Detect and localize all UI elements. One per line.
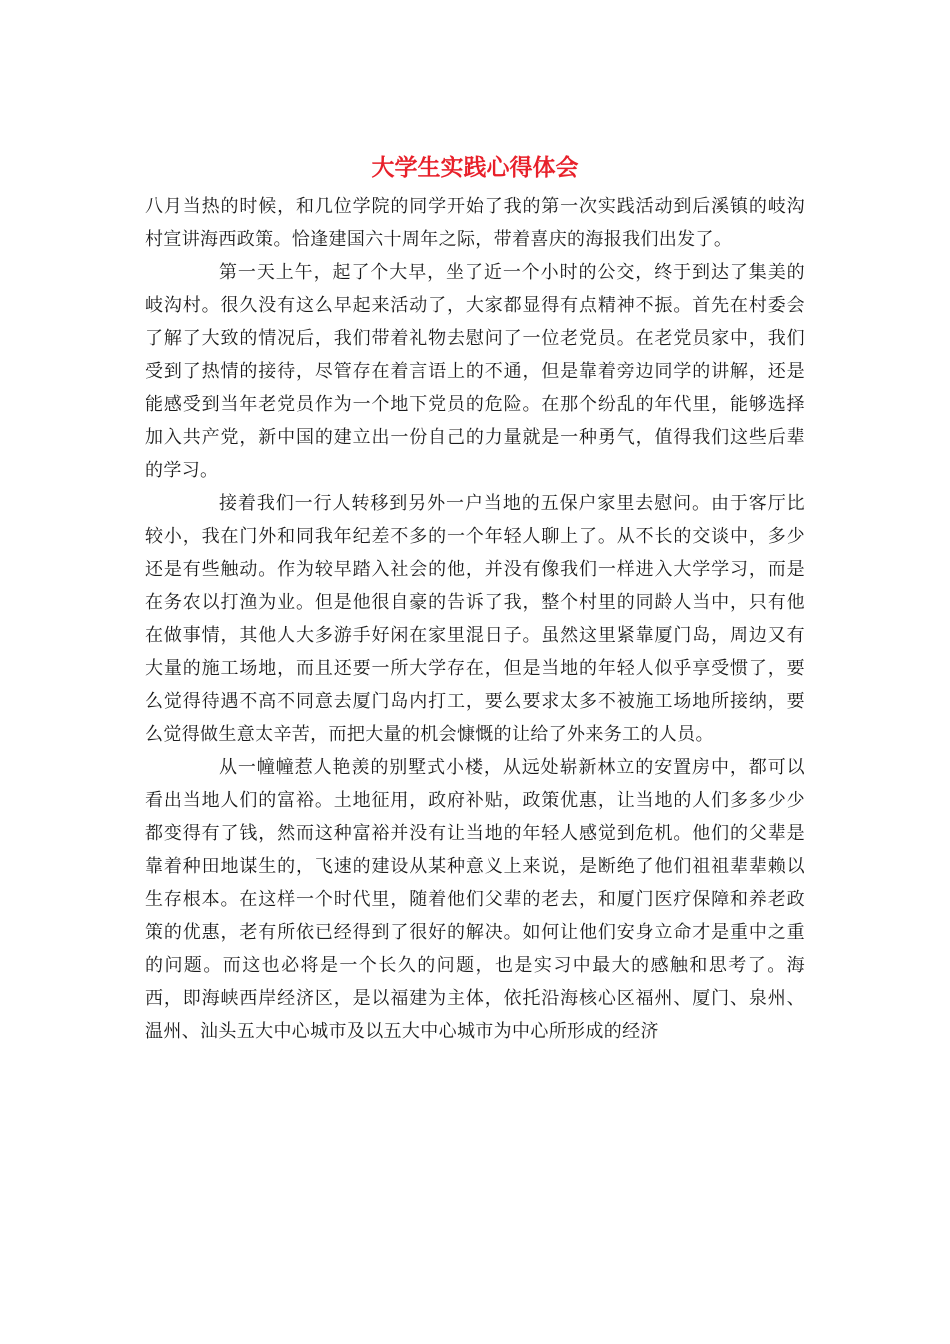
paragraph-1: 八月当热的时候，和几位学院的同学开始了我的第一次实践活动到后溪镇的岐沟村宣讲海西政策。恰逢建国六十周年之际，带着喜庆的海报我们出发了。: [145, 196, 805, 250]
document-title: 大学生实践心得体会: [371, 154, 579, 181]
document-body: [145, 190, 805, 1048]
paragraph-3: 接着我们一行人转移到另外一户当地的五保户家里去慰问。由于客厅比较小，我在门外和同我年纪差不多的一个年轻人聊上了。从不长的交谈中，多少还是有些触动。作为较早踏入社会的他，并没有像我们一样进入大学学习，而是在务农以打渔为业。但是他很自豪的告诉了我，整个村里的同龄人当中，只有他在做事情，其他人大多游手好闲在家里混日子。虽然这里紧靠厦门岛，周边又有大量的施工场地，而且还要一所大学存在，但是当地的年轻人似乎享受惯了，要么觉得待遇不高不同意去厦门岛内打工，要么要求太多不被施工场地所接纳，要么觉得做生意太辛苦，而把大量的机会慷慨的让给了外来务工的人员。: [145, 493, 805, 745]
paragraph-4: 从一幢幢惹人艳羡的别墅式小楼，从远处崭新林立的安置房中，都可以看出当地人们的富裕。土地征用，政府补贴，政策优惠，让当地的人们多多少少都变得有了钱，然而这种富裕并没有让当地的年轻人感觉到危机。他们的父辈是靠着种田地谋生的，飞速的建设从某种意义上来说，是断绝了他们祖祖辈辈赖以生存根本。在这样一个时代里，随着他们父辈的老去，和厦门医疗保障和养老政策的优惠，老有所依已经得到了很好的解决。如何让他们安身立命才是重中之重的问题。而这也必将是一个长久的问题，也是实习中最大的感触和思考了。海西，即海峡西岸经济区，是以福建为主体，依托沿海核心区福州、厦门、泉州、温州、汕头五大中心城市及以五大中心城市为中心所形成的经济: [145, 757, 805, 1042]
paragraph-2: 第一天上午，起了个大早，坐了近一个小时的公交，终于到达了集美的岐沟村。很久没有这么早起来活动了，大家都显得有点精神不振。首先在村委会了解了大致的情况后，我们带着礼物去慰问了一位老党员。在老党员家中，我们受到了热情的接待，尽管存在着言语上的不通，但是靠着旁边同学的讲解，还是能感受到当年老党员作为一个地下党员的危险。在那个纷乱的年代里，能够选择加入共产党，新中国的建立出一份自己的力量就是一种勇气，值得我们这些后辈的学习。: [145, 262, 805, 481]
